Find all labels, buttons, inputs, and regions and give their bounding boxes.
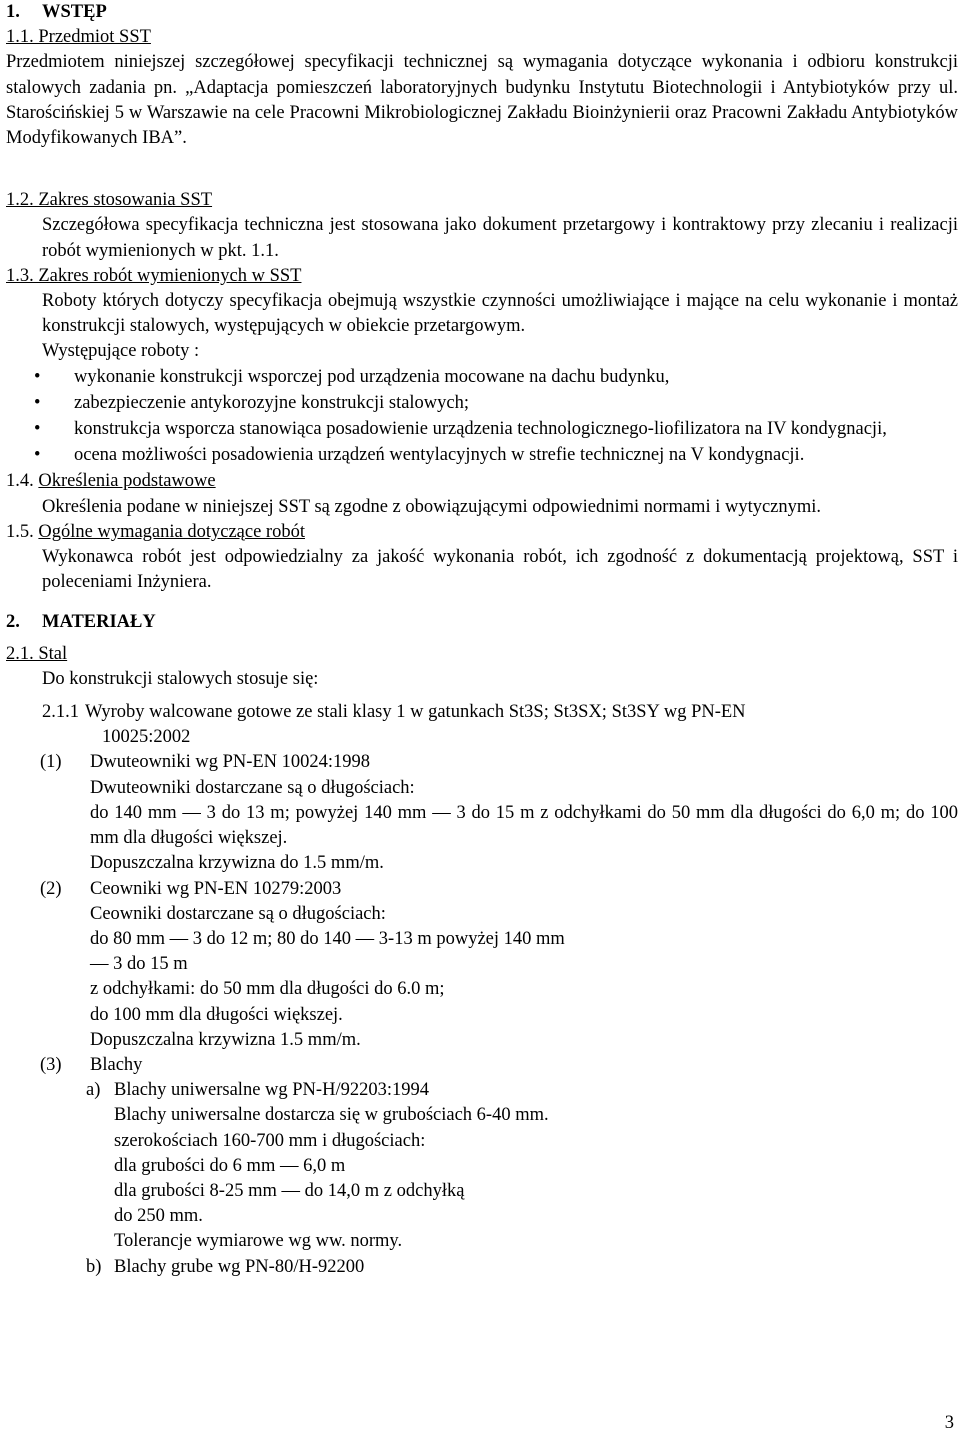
list-item-text: wykonanie konstrukcji wsporczej pod urządzenia mocowane na dachu budynku, [74,366,670,387]
list-item-text: zabezpieczenie antykorozyjne konstrukcji stalowych; [74,392,470,413]
subsection-number: 1.4. [6,471,34,492]
subsection-1-2-heading: 1.2. Zakres stosowania SST [6,190,213,211]
enum-line: Ceowniki wg PN-EN 10279:2003 [90,878,342,899]
enum-label: (1) [40,752,62,773]
subsection-2-1-heading: 2.1. Stal [6,643,68,664]
subsection-1-1-heading: 1.1. Przedmiot SST [6,27,151,48]
subsection-number: 1.5. [6,521,34,542]
subsection-1-3-lead: Występujące roboty : [42,341,200,362]
enum-line: — 3 do 15 m [90,954,188,975]
subsection-1-4-text: Określenia podane w niniejszej SST są zgodne z obowiązującymi odpowiednimi normami i wytycznymi. [42,496,822,517]
section-1-heading [6,0,958,25]
enum-item-3 [6,1053,958,1078]
subenum-item-a [6,1078,958,1254]
bullet-icon: • [34,366,41,387]
list-item-text: ocena możliwości posadowienia urządzeń wentylacyjnych w strefie technicznej na V kondygnacji. [74,445,805,466]
subenum-line: szerokościach 160-700 mm i długościach: [114,1130,426,1151]
works-list [6,365,958,469]
enum-item-1 [6,750,958,876]
list-item [6,417,958,442]
enum-item-2 [6,877,958,1053]
enum-line: Blachy [90,1054,143,1075]
subsection-1-5-heading [6,520,958,545]
enum-line: do 80 mm — 3 do 12 m; 80 do 140 — 3-13 m powyżej 140 mm [90,928,565,949]
subsection-title: Określenia podstawowe [38,471,216,492]
subenum-line: do 250 mm. [114,1206,203,1227]
bullet-icon: • [34,392,41,413]
subsection-text: Wyroby walcowane gotowe ze stali klasy 1 w gatunkach St3S; St3SX; St3SY wg PN-EN [85,702,746,723]
enum-label: (3) [40,1054,62,1075]
subsection-1-2-text: Szczegółowa specyfikacja techniczna jest stosowana jako dokument przetargowy i kontraktowy przy zlecaniu i realizacji robót wymienionych w pkt. 1.1. [42,215,958,261]
section-title: MATERIAŁY [42,612,156,633]
section-title: WSTĘP [42,2,107,22]
enum-line: do 100 mm dla długości większej. [90,1004,343,1025]
enum-line: do 140 mm — 3 do 13 m; powyżej 140 mm — 3 do 15 m z odchyłkami do 50 mm dla długości do 6,0 m; do 100 mm dla długości większej. [90,802,958,849]
enum-line: Dwuteowniki dostarczane są o długościach: [90,777,415,798]
subenum-label: b) [86,1256,102,1277]
enum-line: Dopuszczalna krzywizna do 1.5 mm/m. [90,853,384,874]
subsection-title: Ogólne wymagania dotyczące robót [38,521,305,542]
enum-line: Dwuteowniki wg PN-EN 10024:1998 [90,752,371,773]
bullet-icon: • [34,445,41,466]
page-number: 3 [944,1413,954,1433]
subsection-1-4-heading [6,469,958,494]
subsection-number: 2.1.1 [42,702,79,723]
list-item [6,443,958,468]
enum-line: Ceowniki dostarczane są o długościach: [90,903,386,924]
section-number: 1. [6,2,20,22]
section-2-heading [6,610,958,635]
subenum-line: Blachy grube wg PN-80/H-92200 [114,1256,365,1277]
subsection-1-3-heading: 1.3. Zakres robót wymienionych w SST [6,265,302,286]
subsection-text-continued: 10025:2002 [102,727,191,748]
section-number: 2. [6,612,20,633]
subsection-2-1-1 [6,700,958,750]
document-page [6,0,958,1280]
enum-line: z odchyłkami: do 50 mm dla długości do 6.0 m; [90,979,445,1000]
subenum-line: dla grubości do 6 mm — 6,0 m [114,1155,346,1176]
subsection-1-1-text: Przedmiotem niniejszej szczegółowej specyfikacji technicznej są wymagania dotyczące wykonania i odbioru konstrukcji stalowych zadania pn. „Adaptacja pomieszczeń laboratoryjnych budynku Instytutu Biotechnologii i Antybiotyków przy ul. Starościńskiej 5 w Warszawie na cele Pracowni Mikrobiologicznej Zakładu Bioinżynierii oraz Pracowni Zakładu Antybiotyków Modyfikowanych IBA”. [6,52,958,149]
list-item [6,391,958,416]
subenum-line: dla grubości 8-25 mm — do 14,0 m z odchyłką [114,1180,465,1201]
subsection-1-3-text: Roboty których dotyczy specyfikacja obejmują wszystkie czynności umożliwiające i mające na celu wykonanie i montaż konstrukcji stalowych, występujących w obiekcie przetargowym. [42,291,958,337]
subenum-line: Tolerancje wymiarowe wg ww. normy. [114,1231,403,1252]
subenum-label: a) [86,1080,101,1101]
subsection-1-5-text: Wykonawca robót jest odpowiedzialny za jakość wykonania robót, ich zgodność z dokumentacją projektową, SST i poleceniami Inżyniera. [42,547,958,593]
list-item [6,365,958,390]
subenum-line: Blachy uniwersalne dostarcza się w grubościach 6-40 mm. [114,1105,549,1126]
subenum-item-b [6,1255,958,1280]
subsection-2-1-intro: Do konstrukcji stalowych stosuje się: [42,668,319,689]
enum-label: (2) [40,878,62,899]
enum-line: Dopuszczalna krzywizna 1.5 mm/m. [90,1029,361,1050]
subenum-line: Blachy uniwersalne wg PN-H/92203:1994 [114,1080,429,1101]
list-item-text: konstrukcja wsporcza stanowiąca posadowienie urządzenia technologicznego-liofilizatora na IV kondygnacji, [74,419,887,440]
bullet-icon: • [34,419,41,440]
